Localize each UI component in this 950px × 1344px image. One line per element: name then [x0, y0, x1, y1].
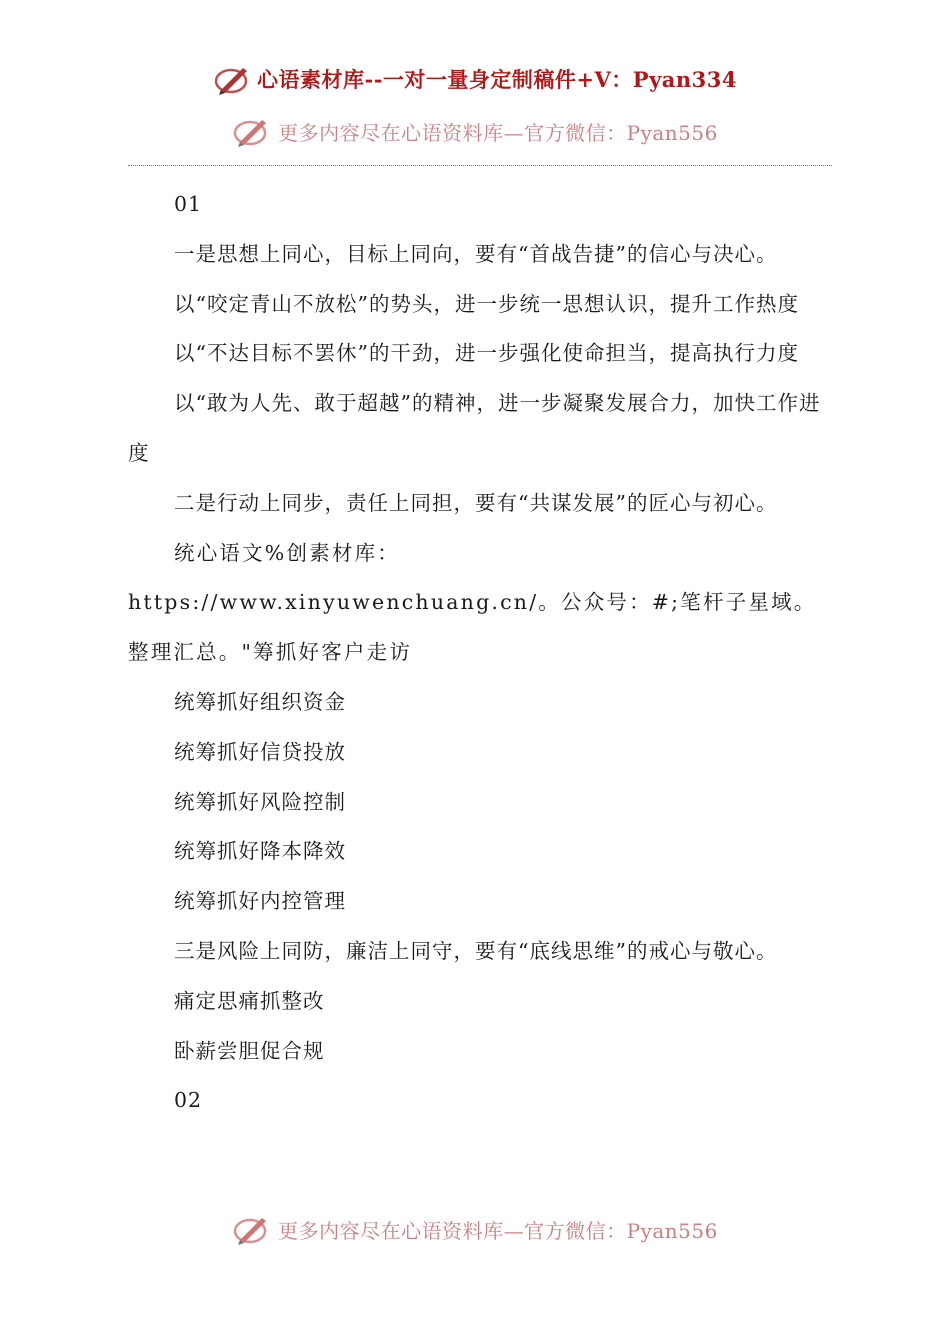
- paragraph: 以“敢为人先、敢于超越”的精神，进一步凝聚发展合力，加快工作进度: [128, 391, 821, 465]
- paragraph: 统心语文%创素材库：https://www.xinyuwenchuang.cn/。公众号：#;笔杆子星域。整理汇总。"筹抓好客户走访: [128, 540, 817, 665]
- paragraph: 一是思想上同心，目标上同向，要有“首战告捷”的信心与决心。: [174, 241, 778, 266]
- paragraph: 二是行动上同步，责任上同担，要有“共谋发展”的匠心与初心。: [174, 490, 778, 515]
- footer-banner: 更多内容尽在心语资料库—官方微信：Pyan556: [278, 1218, 718, 1243]
- header-title: 心语素材库--一对一量身定制稿件+V：Pyan334: [256, 67, 738, 92]
- paragraph: 02: [174, 1088, 203, 1113]
- paragraph: 统筹抓好风险控制: [174, 789, 346, 814]
- footer-banner-row: [0, 1212, 950, 1246]
- paragraph: 痛定思痛抓整改: [174, 988, 325, 1013]
- paragraph: 统筹抓好信贷投放: [174, 739, 346, 764]
- header-banner: 更多内容尽在心语资料库—官方微信：Pyan556: [278, 120, 718, 145]
- paragraph: 01: [174, 192, 203, 216]
- paragraph: 三是风险上同防，廉洁上同守，要有“底线思维”的戒心与敬心。: [174, 938, 778, 963]
- pen-logo-icon: [232, 114, 272, 148]
- document-body: [128, 180, 832, 1126]
- header-title-row: [0, 62, 950, 96]
- pen-logo-icon: [232, 1212, 272, 1246]
- pen-logo-icon: [213, 62, 253, 96]
- paragraph: 统筹抓好组织资金: [174, 689, 346, 714]
- paragraph: 统筹抓好降本降效: [174, 839, 346, 864]
- paragraph: 以“不达目标不罢休”的干劲，进一步强化使命担当，提高执行力度: [174, 341, 799, 366]
- paragraph: 以“咬定青山不放松”的势头，进一步统一思想认识，提升工作热度: [174, 291, 799, 316]
- header-banner-row: [0, 114, 950, 148]
- paragraph: 卧薪尝胆促合规: [174, 1038, 325, 1063]
- paragraph: 统筹抓好内控管理: [174, 889, 346, 914]
- header-divider: [128, 165, 832, 166]
